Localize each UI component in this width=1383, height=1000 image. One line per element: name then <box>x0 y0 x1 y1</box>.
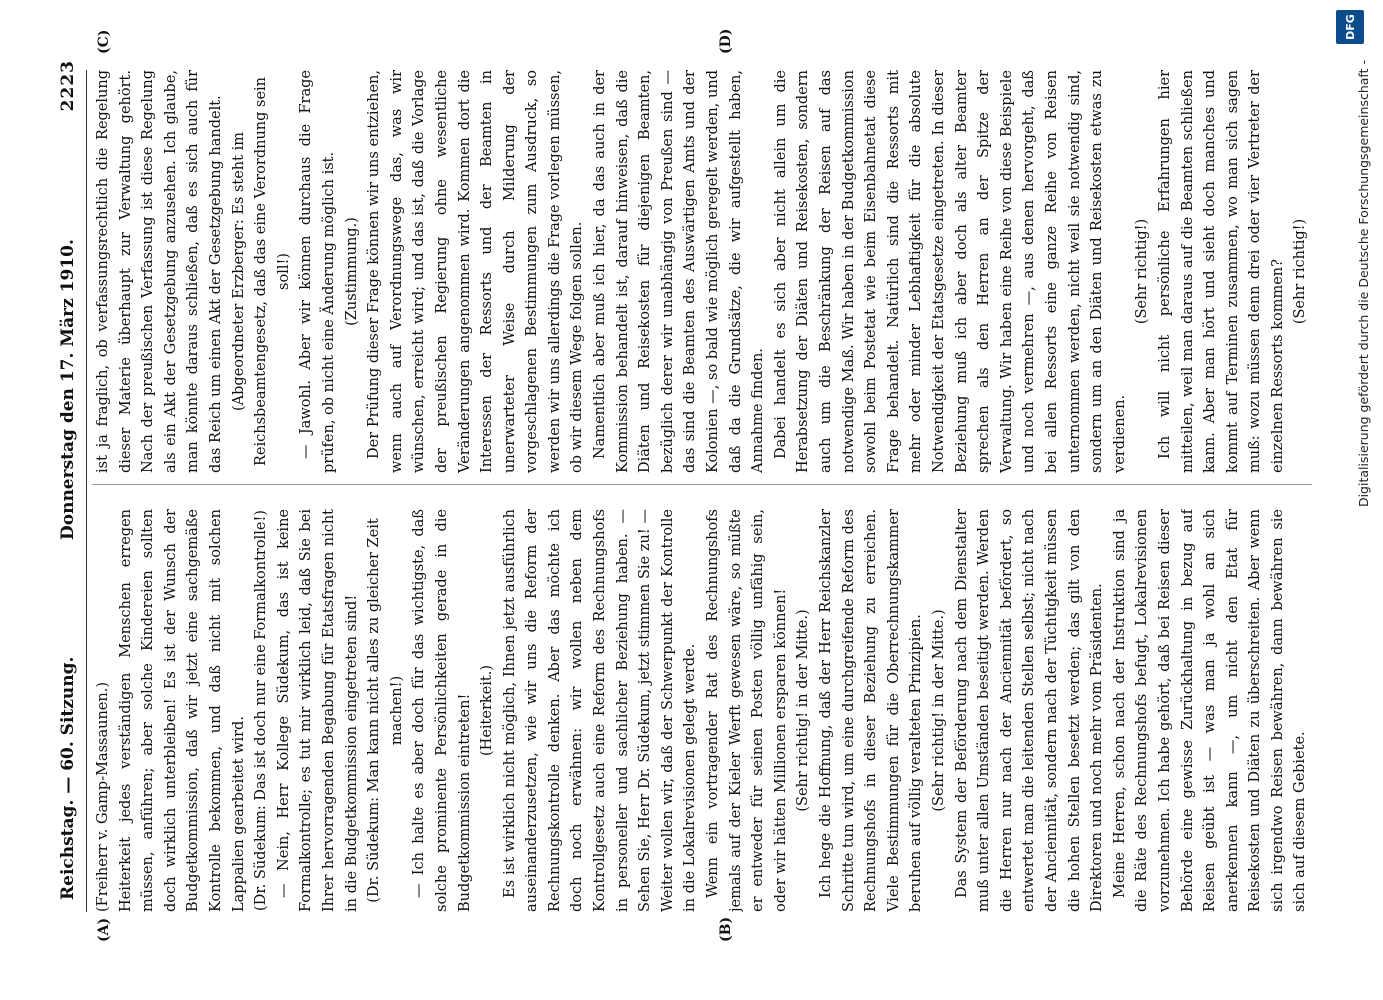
paragraph: — Jawohl. Aber wir können durchaus die Frage prüfen, ob nicht eine Änderung möglich ist. <box>298 70 337 473</box>
page-number: 2223 <box>58 60 78 112</box>
paragraph: Es ist wirklich nicht möglich, Ihnen jetzt ausführlich auseinanderzusetzen, wie wir uns die Reform der Rechnungskontrolle denken. Aber das möchte ich doch noch erwähnen: wir wollen neben dem Kontrollgesetz auch eine Reform des Rechnungshofs in personeller und sachlicher Beziehung haben. — Sehen Sie, Herr Dr. Südekum, jetzt stimmen Sie zu! — Weiter wollen wir, daß der Schwerpunkt der Kontrolle in die Lokalrevisionen gelegt werde. <box>501 509 699 912</box>
interjection: (Sehr richtig! in der Mitte.) <box>795 609 812 812</box>
left-text-column <box>92 509 1312 912</box>
paragraph: Der Prüfung dieser Frage können wir uns entziehen, wenn auch auf Verordnungswege das, was wir wünschen, erreicht wird; und das ist, daß die Vorlage der preußischen Regierung ohne wesentliche Veränderungen angenommen wird. Kommen dort die Interessen der Ressorts und der Beamten in unerwarteter Weise durch Milderung der vorgeschlagenen Bestimmungen zum Ausdruck, so werden wir uns allerdings die Frage vorlegen müssen, ob wir diesem Wege folgen sollen. <box>366 70 586 473</box>
paragraph: ist ja fraglich, ob verfassungsrechtlich die Regelung dieser Materie überhaupt zur Verwaltung gehört. Nach der preußischen Verfassung ist diese Regelung als ein Akt der Gesetzgebung anzusehen. Ich glaube, man könnte daraus schließen, daß es sich auch für das Reich um einen Akt der Gesetzgebung handelt. <box>95 70 224 473</box>
paragraph: Ich will nicht persönliche Erfahrungen hier mitteilen, weil man daraus auf die Beamten schließen kann. Aber man hört und sieht doch manches und kommt auf Terminen zusammen, wo man sich sagen muß: wozu müssen denn drei oder vier Vertreter der einzelnen Ressorts kommen? <box>1156 70 1286 473</box>
digitization-credit: Digitalisierung gefördert durch die Deutsche Forschungsgemeinschaft - <box>1356 60 1371 508</box>
column-divider <box>92 484 1312 485</box>
page-header <box>56 60 84 940</box>
paragraph: Namentlich aber muß ich hier, da das auch in der Kommission behandelt ist, darauf hinweisen, daß die Diäten und Reisekosten für diejenigen Beamten, bezüglich derer wir unabhängig von Preußen sind — das sind die Beamten des Auswärtigen Amts und der Kolonien —, so bald wie möglich geregelt werden, und daß da die Grundsätze, die wir aufgestellt haben, Annahme finden. <box>592 70 767 473</box>
margin-mark-c: (C) <box>96 29 112 54</box>
margin-mark-d: (D) <box>718 28 734 54</box>
paragraph: — Ich halte es aber doch für das wichtigste, daß solche prominente Persönlichkeiten gerade in die Budgetkommission eintreten! <box>411 509 473 912</box>
interjection: (Sehr richtig! in der Mitte.) <box>930 609 947 812</box>
interjection: (Heiterkeit.) <box>479 665 496 756</box>
header-rule <box>86 70 87 912</box>
header-left-title: Reichstag. — 60. Sitzung. <box>58 656 78 900</box>
paragraph: Wenn ein vortragender Rat des Rechnungshofs jemals auf der Kieler Werft gewesen wäre, so müßte er entweder für seinen Posten völlig unfähig sein, oder wir hätten Millionen ersparen können! <box>705 509 789 912</box>
paragraph: (Freiherr v. Gamp-Massaunen.) <box>95 682 111 912</box>
dfg-logo: DFG <box>1336 10 1364 44</box>
paragraph: Dabei handelt es sich aber nicht allein um die Herabsetzung der Diäten und Reisekosten, sondern auch um die Beschränkung der Reisen auf das notwendige Maß. Wir haben in der Budgetkommission sowohl beim Postetat wie beim Eisenbahnetat diese Frage behandelt. Natürlich sind die Ressorts mit mehr oder minder Lebhaftigkeit für die absolute Notwendigkeit der Etatsgesetze eingetreten. In dieser Beziehung muß ich aber doch als alter Beamter sprechen als den Herren an der Spitze der Verwaltung. Wir haben eine Reihe von diese Beispiele und noch vermehren —, aus denen hervorgeht, daß bei allen Ressorts eine ganze Reihe von Reisen unternommen werden, nicht weil sie notwendig sind, sondern um an den Diäten und Reisekosten etwas zu verdienen. <box>772 70 1128 473</box>
paragraph: — Nein, Herr Kollege Südekum, das ist keine Formalkontrolle; es tut mir wirklich leid, daß Sie bei Ihrer hervorragenden Begabung für Etatsfragen nicht in die Budgetkommission eingetreten sind! <box>275 509 360 912</box>
header-date: Donnerstag den 17. März 1910. <box>58 239 78 540</box>
interjection: (Dr. Südekum: Man kann nicht alles zu gleicher Zeit machen!) <box>366 518 405 903</box>
paragraph: Meine Herren, schon nach der Instruktion sind ja die Räte des Rechnungshofs befugt, Lokalrevisionen vorzunehmen. Ich habe gehört, daß bei Reisen dieser Behörde eine gewisse Zurückhaltung in bezug auf Reisen geübt ist — was man ja wohl an sich anerkennen kann —, um nicht den Etat für Reisekosten und Diäten zu überschreiten. Aber wenn sich irgendwo Reisen bewähren, dann bewähren sie sich auf diesem Gebiete. <box>1111 509 1309 912</box>
interjection: (Sehr richtig!) <box>1134 218 1151 325</box>
paragraph: Ich hege die Hoffnung, daß der Herr Reichskanzler Schritte tun wird, um eine durchgreifende Reform des Rechnungshofs in dieser Beziehung zu erreichen. Viele Bestimmungen für die Oberrechnungskammer beruhen auf völlig veralteten Prinzipien. <box>818 509 925 912</box>
paragraph: Das System der Beförderung nach dem Dienstalter muß unter allen Umständen beseitigt werden. Werden die Herren nur nach der Anciennität befördert, so entwertet man die leitenden Stellen selbst; nicht nach der Anciennität, sondern nach der Tüchtigkeit müssen die hohen Stellen besetzt werden; das gilt von den Direktoren und noch mehr vom Präsidenten. <box>953 509 1106 912</box>
interjection: (Abgeordneter Erzberger: Es steht im Reichsbeamtengesetz, daß das eine Verordnung sein soll!) <box>230 76 292 467</box>
margin-mark-a: (A) <box>96 917 112 942</box>
right-text-column <box>92 70 1312 473</box>
margin-mark-b: (B) <box>718 916 734 942</box>
paragraph: Heiterkeit jedes verständigen Menschen erregen müssen, anführen; aber solche Kindereien sollten doch wirklich unterbleiben! Es ist der Wunsch der Budgetkommission, daß wir jetzt eine sachgemäße Kontrolle bekommen, und daß nicht mit solchen Lappalien gearbeitet wird. <box>117 509 247 912</box>
interjection: (Zustimmung.) <box>343 217 360 326</box>
interjection: (Dr. Südekum: Das ist doch nur eine Formalkontrolle!) <box>253 510 270 911</box>
interjection: (Sehr richtig!) <box>1292 218 1309 325</box>
